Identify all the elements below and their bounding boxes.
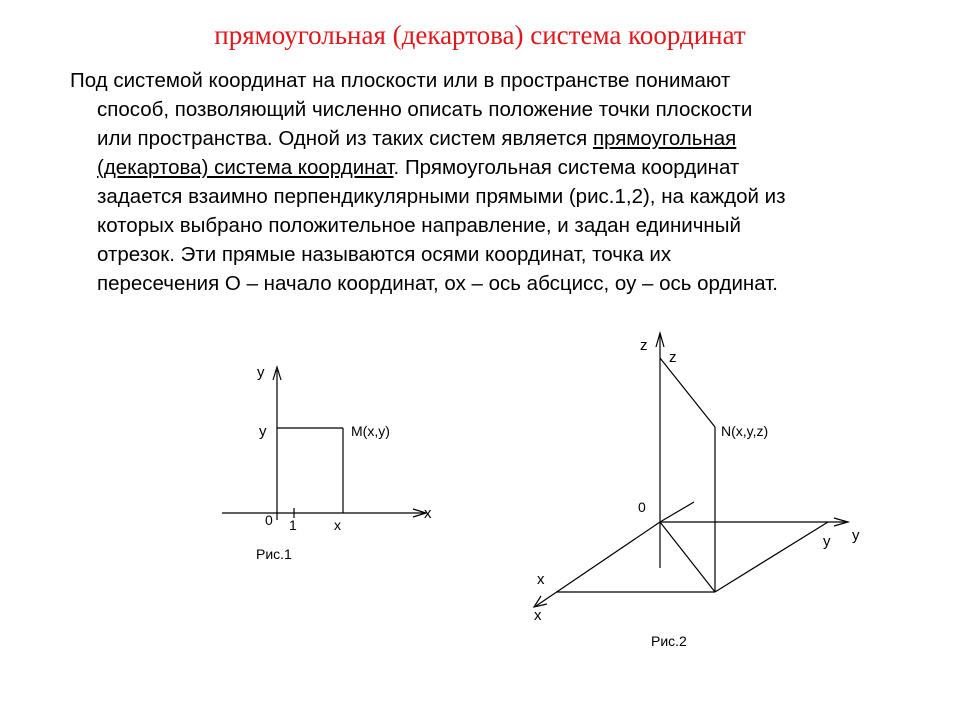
fig1-point-label: M(x,y) <box>351 423 390 439</box>
term-underlined: прямоугольная <box>592 127 737 150</box>
fig2-x-axis <box>536 522 660 606</box>
slide-title: прямоугольная (декартова) система координат <box>214 20 746 50</box>
fig1-caption: Рис.1 <box>256 546 292 562</box>
fig2-z-value-label: z <box>669 349 677 366</box>
paragraph-line: пересечения О – начало координат, ох – ось абсцисс, оу – ось ординат. <box>97 272 778 295</box>
fig2-point-label: N(x,y,z) <box>721 423 769 439</box>
term-underlined: (декартова) система координат <box>97 156 394 179</box>
fig2-caption: Рис.2 <box>651 633 687 649</box>
fig2-y-value-label: y <box>823 533 831 550</box>
fig1-x-value-label: x <box>334 517 341 533</box>
fig2-x-axis-back <box>660 502 694 522</box>
fig2-x-axis-label: x <box>534 607 542 624</box>
paragraph-line: которых выбрано положительное направление, и задан единичный <box>97 214 741 237</box>
fig2-base-to-y <box>715 522 828 592</box>
figure-2-3d <box>534 333 848 607</box>
fig1-origin-label: 0 <box>265 512 273 528</box>
fig2-base-to-origin <box>660 522 715 592</box>
paragraph-line: Под системой координат на плоскости или в пространстве понимают <box>70 69 731 92</box>
figure-1-2d <box>222 367 426 520</box>
fig1-y-axis-label: y <box>257 364 265 381</box>
fig2-y-axis-label: y <box>852 527 860 544</box>
paragraph-line: способ, позволяющий численно описать положение точки плоскости <box>97 98 753 121</box>
fig1-y-value-label: y <box>259 423 267 440</box>
fig2-x-value-label: x <box>537 571 545 588</box>
fig1-x-axis-label: x <box>424 505 432 522</box>
paragraph-text: . Прямоугольная система координат <box>393 156 740 179</box>
fig1-unit-label: 1 <box>289 517 297 533</box>
paragraph-line: задается взаимно перпендикулярными прямыми (рис.1,2), на каждой из <box>97 185 786 208</box>
paragraph-line: отрезок. Эти прямые называются осями координат, точка их <box>97 243 672 266</box>
fig2-z-projection <box>660 358 715 427</box>
fig2-z-axis-label: z <box>640 337 648 354</box>
fig2-origin-label: 0 <box>638 499 646 515</box>
paragraph-text: или пространства. Одной из таких систем является <box>97 127 593 150</box>
